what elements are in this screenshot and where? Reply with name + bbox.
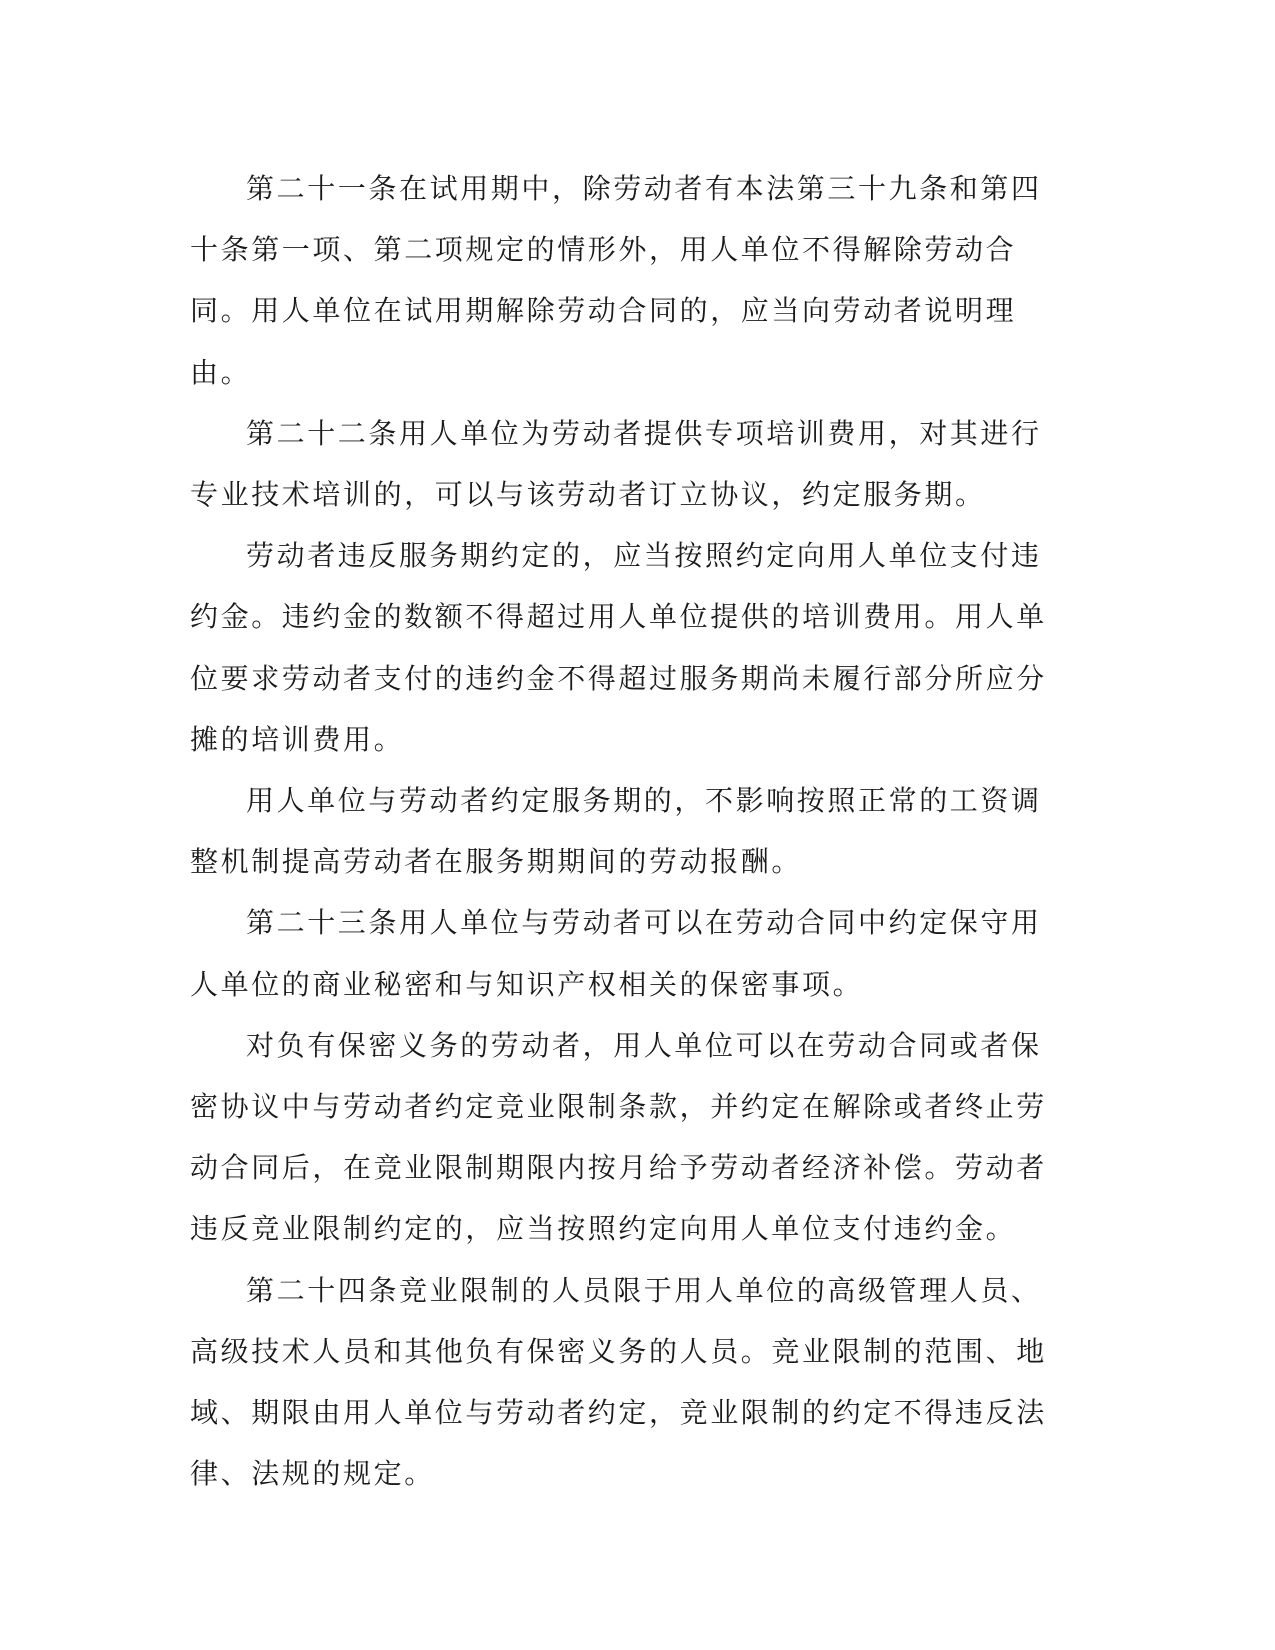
paragraph-breach-penalty: 劳动者违反服务期约定的，应当按照约定向用人单位支付违约金。违约金的数额不得超过用人单位提供的培训费用。用人单位要求劳动者支付的违约金不得超过服务期尚未履行部分所应分摊的培训费用。 xyxy=(190,539,1047,756)
paragraph-article-23: 第二十三条用人单位与劳动者可以在劳动合同中约定保守用人单位的商业秘密和与知识产权相关的保密事项。 xyxy=(190,906,1042,1001)
paragraph-service-period-pay: 用人单位与劳动者约定服务期的，不影响按照正常的工资调整机制提高劳动者在服务期期间的劳动报酬。 xyxy=(190,784,1042,879)
paragraph-article-21: 第二十一条在试用期中，除劳动者有本法第三十九条和第四十条第一项、第二项规定的情形外，用人单位不得解除劳动合同。用人单位在试用期解除劳动合同的，应当向劳动者说明理由。 xyxy=(190,172,1042,389)
paragraph-non-compete-clause: 对负有保密义务的劳动者，用人单位可以在劳动合同或者保密协议中与劳动者约定竞业限制条款，并约定在解除或者终止劳动合同后，在竞业限制期限内按月给予劳动者经济补偿。劳动者违反竞业限制约定的，应当按照约定向用人单位支付违约金。 xyxy=(190,1028,1047,1246)
paragraph-article-22: 第二十二条用人单位为劳动者提供专项培训费用，对其进行专业技术培训的，可以与该劳动者订立协议，约定服务期。 xyxy=(190,416,1042,512)
document-body xyxy=(190,158,1070,1504)
paragraph-article-24: 第二十四条竞业限制的人员限于用人单位的高级管理人员、高级技术人员和其他负有保密义务的人员。竞业限制的范围、地域、期限由用人单位与劳动者约定，竞业限制的约定不得违反法律、法规的规定。 xyxy=(190,1273,1047,1491)
